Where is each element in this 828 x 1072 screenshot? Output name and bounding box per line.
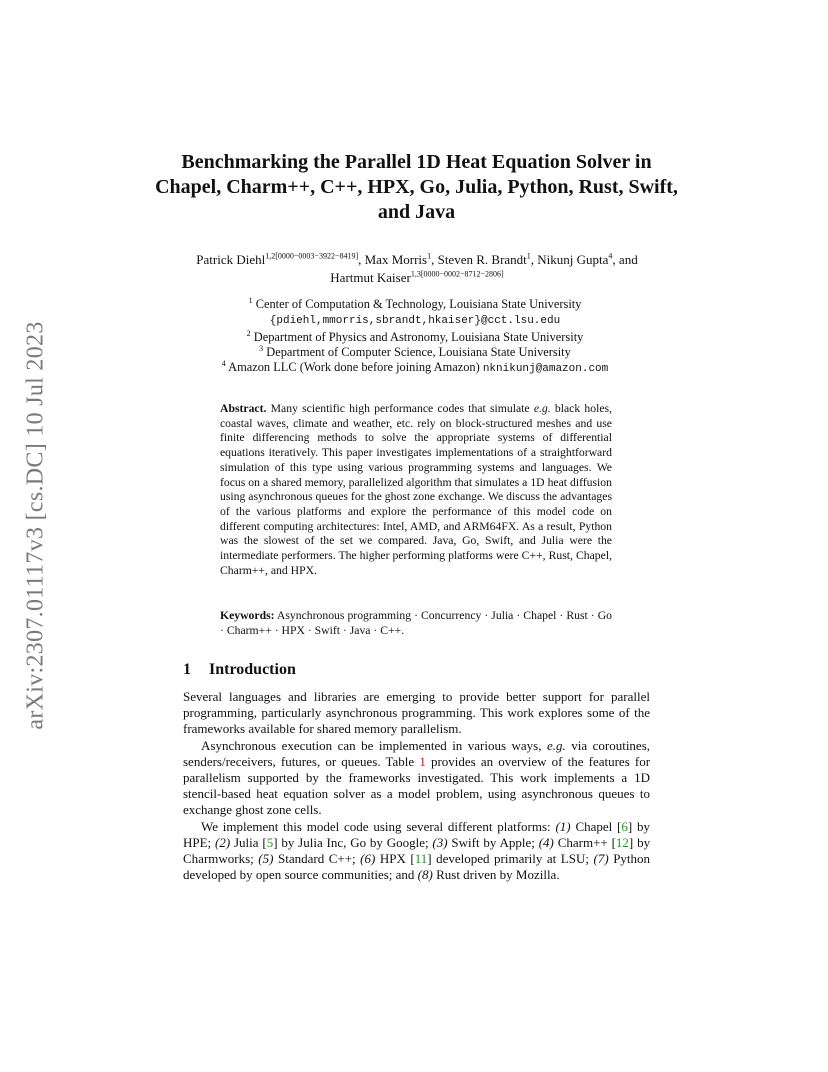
affiliation-text: Department of Physics and Astronomy, Louisiana State University: [253, 329, 584, 344]
abstract-text: Many scientific high performance codes that simulate: [270, 402, 530, 415]
affiliation-list: [180, 297, 650, 377]
affiliation-email: nknikunj@amazon.com: [482, 363, 609, 376]
author-affiliation-mark: 1,3[0000−0002−8712−2806]: [410, 269, 504, 279]
paragraph-text: Chapel [: [575, 818, 622, 834]
paragraph-text: Charm++ [: [557, 834, 616, 850]
paragraph-text: ] by Charmworks;: [183, 834, 651, 867]
enumeration-mark: (1): [555, 818, 571, 834]
author-affiliation-mark: 1,2[0000−0003−3922−8419]: [265, 251, 359, 261]
author-name: Hartmut Kaiser: [330, 270, 411, 285]
citation-link[interactable]: 5: [266, 834, 274, 850]
paragraph-text: via coroutines, senders/receivers, futures, or queues. Table: [183, 737, 651, 769]
affiliation-text: Center of Computation & Technology, Louisiana State University: [255, 297, 582, 311]
affiliation-text: Amazon LLC (Work done before joining Amazon): [228, 360, 480, 375]
paragraph-text: Julia [: [234, 834, 267, 850]
paper-title: Benchmarking the Parallel 1D Heat Equation Solver in Chapel, Charm++, C++, HPX, Go, Julia, Python, Rust, Swift, and Java: [155, 151, 678, 223]
paragraph-text: We implement this model code using several different platforms:: [201, 818, 551, 834]
paragraph: [183, 738, 650, 819]
author-name: Patrick Diehl: [196, 252, 266, 267]
paragraph-text: ] developed primarily at LSU;: [427, 851, 589, 867]
author-name: Steven R. Brandt: [437, 252, 527, 267]
section-title: Introduction: [209, 661, 296, 678]
enumeration-mark: (3): [432, 834, 448, 850]
abstract-label: Abstract.: [220, 402, 267, 415]
keywords-text: Asynchronous programming · Concurrency · Julia · Chapel · Rust · Go · Charm++ · HPX · Swift · Java · C++.: [220, 609, 612, 637]
arxiv-identifier-text: arXiv:2307.01117v3 [cs.DC] 10 Jul 2023: [22, 320, 49, 730]
paragraph-text: HPX [: [379, 851, 415, 867]
affiliation-line: [180, 297, 650, 312]
paragraph: [183, 819, 650, 884]
author-conjunction: and: [618, 252, 638, 267]
affiliation-mark: 2: [246, 328, 251, 338]
keywords-label: Keywords:: [220, 609, 275, 622]
author-affiliation-mark: 4: [608, 251, 613, 261]
paragraph-abbreviation: e.g.: [546, 737, 566, 753]
paragraph-text: Asynchronous execution can be implemented in various ways,: [201, 737, 542, 753]
author-name: Max Morris: [364, 252, 428, 267]
affiliation-text: Department of Computer Science, Louisiana State University: [266, 344, 571, 359]
affiliation-line: [180, 360, 650, 377]
author-affiliation-mark: 1: [526, 251, 531, 261]
affiliation-line: [180, 330, 650, 345]
affiliation-mark: 1: [248, 295, 253, 305]
affiliation-line: [180, 312, 650, 329]
paragraph-text: Rust driven by Mozilla.: [436, 867, 560, 883]
enumeration-mark: (2): [215, 834, 231, 850]
author-affiliation-mark: 1: [427, 251, 432, 261]
paragraph-text: ] by Julia Inc, Go by Google;: [273, 834, 429, 850]
paragraph-text: provides an overview of the features for parallelism supported by the frameworks investigated. This work implements a 1D stencil-based heat equation solver as a model problem, using asynchronous queues to exchange ghost zone cells.: [183, 753, 651, 818]
affiliation-line: [180, 345, 650, 360]
paragraph-text: Python developed by open source communities; and: [183, 851, 651, 883]
paragraph-text: Standard C++;: [277, 851, 356, 867]
enumeration-mark: (8): [417, 867, 433, 883]
citation-link[interactable]: 6: [621, 818, 628, 834]
arxiv-identifier-stamp: [16, 290, 56, 760]
section-body: [183, 689, 650, 883]
citation-link[interactable]: 11: [414, 851, 428, 867]
section-heading: [183, 660, 296, 680]
paragraph: Several languages and libraries are emerging to provide better support for parallel programming, particularly asynchronous programming. This work explores some of the frameworks available for shared memory parallelism.: [183, 689, 650, 737]
enumeration-mark: (7): [593, 851, 609, 867]
citation-link[interactable]: 12: [615, 834, 629, 850]
paragraph-text: ] by HPE;: [183, 818, 651, 850]
enumeration-mark: (5): [258, 851, 274, 867]
table-reference-link[interactable]: 1: [419, 753, 426, 769]
affiliation-mark: 3: [259, 343, 264, 353]
abstract: [220, 402, 612, 578]
paragraph-text: Swift by Apple;: [451, 834, 535, 850]
affiliation-mark: 4: [221, 359, 226, 369]
author-list: Patrick Diehl$^{1,2[0000-0003-3922-8419]}$, Max Morris$^1$, Steven R. Brandt$^1$, Nikunj Gupta$^4$, and Hartmut Kaiser$^{1,3[0000-0002-8712-2806]}$: [196, 251, 638, 285]
enumeration-mark: (6): [360, 851, 376, 867]
author-name: Nikunj Gupta: [537, 252, 609, 267]
abstract-text: black holes, coastal waves, climate and weather, etc. rely on block-structured meshes and use finite differencing methods to solve the appropriate systems of differential equations iteratively. This paper investigates implementations of a straightforward simulation of this type using various programming systems and languages. We focus on a shared memory, parallelized algorithm that simulates a 1D heat diffusion using asynchronous queues for the ghost zone exchange. We discuss the advantages of the various platforms and explore the performance of this model code on different computing architectures: Intel, AMD, and ARM64FX. As a result, Python was the slowest of the set we compared. Java, Go, Swift, and Julia were the intermediate performers. The higher performing platforms were C++, Rust, Chapel, Charm++, and HPX.: [220, 402, 613, 577]
section-number: 1: [183, 661, 191, 678]
affiliation-email: {pdiehl,mmorris,sbrandt,hkaiser}@cct.lsu.edu: [269, 315, 561, 328]
abstract-abbreviation: e.g.: [533, 402, 551, 415]
keywords: [220, 609, 612, 638]
enumeration-mark: (4): [538, 834, 554, 850]
